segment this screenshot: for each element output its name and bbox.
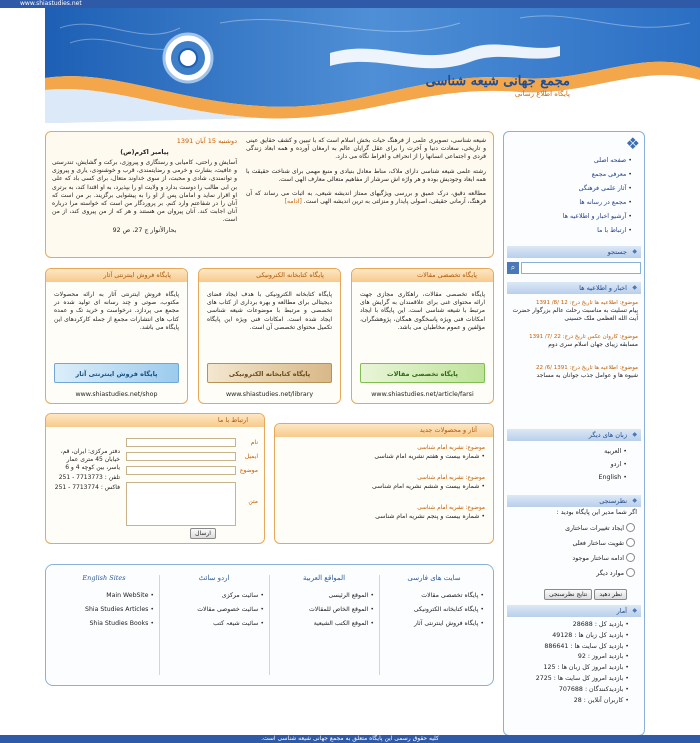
lang-link-urdu[interactable]: • اردو <box>610 461 627 468</box>
search-box <box>507 258 641 278</box>
header-banner <box>0 8 700 123</box>
footer-link[interactable]: • Shia Studies Books <box>89 620 154 627</box>
menu-item-news-archive[interactable]: • آرشیو اخبار و اطلاعیه ها <box>562 213 632 220</box>
search-heading: جستجو ◆ <box>507 246 641 258</box>
languages-section <box>507 429 641 484</box>
footer-col-arabic <box>274 571 374 631</box>
right-sidebar <box>503 131 645 736</box>
contact-address <box>52 448 120 492</box>
site-url: www.shiastudies.net <box>20 0 82 7</box>
footer-link[interactable]: • الموقع الخاص للمقالات <box>308 606 374 613</box>
intro-paragraph: شیعه شناسی، تصویری علمی از فرهنگ حیات بخش اسلام است که با تبیین و کشف حقایق عینی و تاریخی، سعادت دنیا و آخرت را برای عقل گرایان عالم به ارمغان آورده و همه ابعاد زندگی فردی و اجتماعی انسانها را از انحراف و افراط نگاه می دارد. <box>246 137 486 161</box>
poll-option[interactable]: ادامه ساختار موجود <box>507 551 635 566</box>
shop-banner[interactable]: پایگاه فروش اینترنتی آثار <box>54 363 179 383</box>
news-section <box>507 282 641 381</box>
feature-box-shop <box>45 268 188 404</box>
stat-total-langs: • بازدید کل زبان ها : 49128 <box>552 631 629 639</box>
contact-form <box>118 438 258 539</box>
stat-today-langs: • بازدید امروز کل زبان ها : 125 <box>543 664 629 672</box>
radio-button[interactable] <box>626 538 635 547</box>
stat-total-visits: • بازدید کل : 28688 <box>572 621 629 628</box>
contact-heading: ارتباط با ما <box>46 414 264 427</box>
lang-link-english[interactable]: • English <box>598 474 627 481</box>
poll-heading: نظرسنجی ◆ <box>507 495 641 507</box>
intro-paragraph: مطالعه دقیق، درک عمیق و بررسی ویژگیهای ممتاز اندیشه شیعی، به اثبات می رساند که آن فرهنگ، آرمانی حقیقی، اصولی پایدار و منزلتی به ترین اندیشه الهی است. [ادامه] <box>246 190 486 206</box>
radio-button[interactable] <box>626 568 635 577</box>
work-title[interactable]: • شماره بیست و پنجم نشریه امام شناسی <box>375 513 485 520</box>
menu-item-works[interactable]: • آثار علمی فرهنگی <box>578 185 632 192</box>
poll-question: اگر شما مدیر این پایگاه بودید : <box>556 509 637 516</box>
footer-divider <box>159 575 160 675</box>
hadith-text: آسایش و راحتی، کامیابی و رستگاری و پیروزی، برکت و گشایش، تندرستی و عافیت، بشارت و خرمی و رضایتمندی، قرب و خوشنودی، یاری و پیروزی و توانمندی، شادی و محبت، از سوی خداوند متعال، برای کسی باد که علی بن ابی طالب را دوست بدارد و ولایت او را بپذیرد، به او اقتدا کند، به برتری او اقرار نماید و امامان پس از او را به پیشوایی برگزیند. بر من است که آنان را در شفاعتم وارد کنم. بر پروردگار من است که خواسته مرا درباره آنان اجابت کند. آنان پیروان من هستند و هر که از من پیروی کند، از من است. <box>52 159 237 224</box>
form-row <box>118 480 258 528</box>
new-works-list <box>281 442 485 521</box>
lang-link-arabic[interactable]: • العربیة <box>604 448 627 455</box>
stat-visitors: • بازدیدکنندگان : 707688 <box>558 685 629 693</box>
footer-link[interactable]: • سائیت مرکزی <box>221 592 264 599</box>
stat-today: • بازدید امروز : 92 <box>577 653 629 661</box>
poll-option[interactable]: ایجاد تغییرات ساختاری <box>507 521 635 536</box>
subject-input[interactable] <box>126 466 236 475</box>
footer-link[interactable]: • الموقع الکتب الشیعیة <box>313 620 374 627</box>
hadith-author: پیامبر اکرم(ص) <box>120 149 169 156</box>
footer-link[interactable]: • پایگاه تخصصی مقالات <box>421 592 484 599</box>
stat-online: • کاربران آنلاین : 28 <box>573 696 629 704</box>
stat-today-sites: • بازدید امروز کل سایت ها : 2725 <box>535 674 629 682</box>
email-input[interactable] <box>126 452 236 461</box>
footer-link[interactable]: • Shia Studies Articles <box>85 606 154 613</box>
work-item[interactable] <box>281 504 485 521</box>
hadith-source: بحارالأنوار ج 27، ص 92 <box>112 226 177 234</box>
feature-text: پایگاه فروش اینترنتی آثار به ارائه محصولات مکتوب، صوتی و چند رسانه ای تولید شده در مجمع می پردازد. درخواست و خرید تک و عمده کتاب های انتشارات مجمع از جمله کارکردهای این پایگاه می باشد. <box>54 291 179 331</box>
footer-link[interactable]: • Main WebSite <box>106 592 154 599</box>
top-url-bar <box>0 0 700 8</box>
contact-box <box>45 413 265 544</box>
languages-heading: زبان های دیگر ◆ <box>507 429 641 441</box>
more-link[interactable]: [ادامه] <box>284 198 302 206</box>
library-banner[interactable]: پایگاه کتابخانه الکترونیکی <box>207 363 332 383</box>
main-menu <box>512 154 632 238</box>
site-subtitle: پایگاه اطلاع رسانی <box>514 90 570 98</box>
feature-box-articles <box>351 268 494 404</box>
feature-url[interactable]: www.shiastudies.net/library <box>225 391 314 398</box>
feature-url[interactable]: www.shiastudies.net/article/farsi <box>371 391 474 398</box>
hadith-section <box>52 137 237 234</box>
footer-col-title: سایت های فارسی <box>407 574 461 582</box>
intro-text <box>246 137 486 206</box>
search-icon[interactable]: ⌕ <box>507 262 519 274</box>
news-meta: موضوع: اطلاعیه ها تاریخ درج: 12 /8/ 1391 <box>536 300 638 306</box>
languages-list <box>507 441 641 484</box>
footer-link[interactable]: • پایگاه فروش اینترنتی آثار <box>414 620 484 627</box>
news-title[interactable]: پیام تسلیت به مناسبت رحلت عالم بزرگوار حضرت آیت الله العظمی ملک حسینی <box>512 307 638 322</box>
news-meta: موضوع: کاروان عکس تاریخ درج: 22 /7/ 1391 <box>529 334 638 340</box>
email-label: ایمیل <box>244 453 258 460</box>
footer-divider <box>379 575 380 675</box>
stats-section <box>507 605 641 706</box>
news-item[interactable] <box>510 365 638 380</box>
search-input[interactable] <box>521 262 641 274</box>
feature-heading: پایگاه فروش اینترنتی آثار <box>46 269 187 282</box>
hadith-date: دوشنبه 15 آبان 1391 <box>176 137 237 145</box>
ornament-icon: ❖ <box>625 134 640 153</box>
message-label: متن <box>248 498 258 505</box>
menu-item-home[interactable]: • صفحه اصلی <box>593 157 632 164</box>
poll-options <box>507 521 641 581</box>
copyright-bar: کلیه حقوق رسمی این پایگاه متعلق به مجمع جهانی شیعه شناسی است. <box>0 735 700 743</box>
footer-col-urdu <box>164 571 264 631</box>
footer-link[interactable]: • سائیت خصوصی مقالات <box>197 606 264 613</box>
fax-text: فاکس : 7713774 - 251 <box>54 484 120 491</box>
work-item[interactable] <box>281 444 485 461</box>
name-label: نام <box>250 439 258 446</box>
poll-buttons <box>507 581 641 600</box>
feature-text: پایگاه تخصصی مقالات، راهکاری مجازی جهت ارائه محتوای غنی برای علاقمندان به گرایش های مرتبط با شیعه شناسی است. این پایگاه با ایجاد امکانات فنی ویژه پاسخگوی همگان، پژوهشگران، مؤلفین و عموم مخاطبان می باشد. <box>360 291 485 331</box>
footer-link[interactable]: • الموقع الرئیسی <box>328 592 374 599</box>
intro-box <box>45 131 494 258</box>
send-button[interactable]: ارسال <box>190 528 216 539</box>
poll-option[interactable]: موارد دیگر <box>507 566 635 581</box>
stat-total-sites: • بازدید کل سایت ها : 886641 <box>544 642 629 650</box>
new-works-heading: آثار و محصولات جدید <box>275 424 493 437</box>
form-row <box>118 438 258 452</box>
menu-item-contact[interactable]: • ارتباط با ما <box>597 227 632 234</box>
stats-list <box>507 617 641 706</box>
phone-text: تلفن : 7713773 - 251 <box>58 474 120 481</box>
feature-text: پایگاه کتابخانه الکترونیکی با هدف ایجاد فضای دیجیتالی برای مطالعه و بهره برداری از کتاب های تخصصی و مرتبط با موضوعات شیعه شناسی ایجاد شده است. امکانات فنی ویژه این پایگاه تکمیل محتوای تخصصی آن است. <box>207 291 332 331</box>
poll-option[interactable]: تقویت ساختار فعلی <box>507 536 635 551</box>
footer-link[interactable]: • سائیت شیعہ کتب <box>213 620 264 627</box>
header-waves-graphic <box>0 8 700 123</box>
news-list <box>507 294 641 381</box>
footer-links-box <box>45 564 494 686</box>
name-input[interactable] <box>126 438 236 447</box>
footer-col-persian <box>384 571 484 631</box>
results-button[interactable]: نتایج نظرسنجی <box>544 589 592 600</box>
work-topic: موضوع: نشریه امام شناسی <box>417 505 485 511</box>
message-textarea[interactable] <box>126 482 236 526</box>
form-row <box>118 466 258 480</box>
intro-paragraph: رشته علمی شیعه شناسی دارای ملاک، مناط معادل بنیادی و منبع مهمی برای شناخت حقیقت با همه ابعاد وجودیش بوده و هر واژه اش سرشار از مفاهیم متعالی معارف الهی است. <box>246 167 486 183</box>
feature-box-library <box>198 268 341 404</box>
menu-item-about[interactable]: • معرفی مجمع <box>591 171 632 178</box>
radio-button[interactable] <box>626 523 635 532</box>
footer-col-title: المواقع العربیة <box>302 574 346 582</box>
vote-button[interactable]: نظر دهید <box>594 589 627 600</box>
news-title[interactable]: شیوه ها و عوامل جذب جوانان به مساجد <box>536 371 638 379</box>
feature-heading: پایگاه کتابخانه الکترونیکی <box>199 269 340 282</box>
work-topic: موضوع: نشریه امام شناسی <box>417 475 485 481</box>
news-title[interactable]: مسابقه زیبای جهان اسلام سری دوم <box>548 341 638 348</box>
work-topic: موضوع: نشریه امام شناسی <box>417 445 485 451</box>
send-row <box>118 528 258 539</box>
site-title: مجمع جهانی شیعه شناسی <box>425 74 570 89</box>
news-item[interactable] <box>510 334 638 349</box>
footer-col-english <box>54 571 154 631</box>
menu-item-media[interactable]: • مجمع در رسانه ها <box>579 199 632 206</box>
work-item[interactable] <box>281 474 485 491</box>
subject-label: موضوع <box>239 467 258 474</box>
news-heading: اخبار و اطلاعیه ها ◆ <box>507 282 641 294</box>
work-title[interactable]: • شماره بیست و ششم نشریه امام شناسی <box>371 483 485 490</box>
articles-banner[interactable]: پایگاه تخصصی مقالات <box>360 363 485 383</box>
search-section <box>507 246 641 278</box>
feature-url[interactable]: www.shiastudies.net/shop <box>75 391 158 398</box>
form-row <box>118 452 258 466</box>
poll-section <box>507 495 641 600</box>
feature-heading: پایگاه تخصصی مقالات <box>352 269 493 282</box>
footer-col-title: English Sites <box>82 574 126 582</box>
work-title[interactable]: • شماره بیست و هفتم نشریه امام شناسی <box>374 453 485 460</box>
footer-col-title: اردو سائٹ <box>198 574 230 582</box>
news-item[interactable] <box>510 300 638 322</box>
address-text: دفتر مرکزی: ایران، قم، خیابان 45 متری عمار یاسر، بین کوچه 4 و 6 <box>60 448 120 471</box>
stats-heading: آمار ◆ <box>507 605 641 617</box>
radio-button[interactable] <box>626 553 635 562</box>
footer-divider <box>269 575 270 675</box>
new-works-box <box>274 423 494 544</box>
news-meta: موضوع: اطلاعیه ها تاریخ درج: 1391 /6/ 22 <box>536 364 638 371</box>
footer-link[interactable]: • پایگاه کتابخانه الکترونیکی <box>413 606 484 613</box>
